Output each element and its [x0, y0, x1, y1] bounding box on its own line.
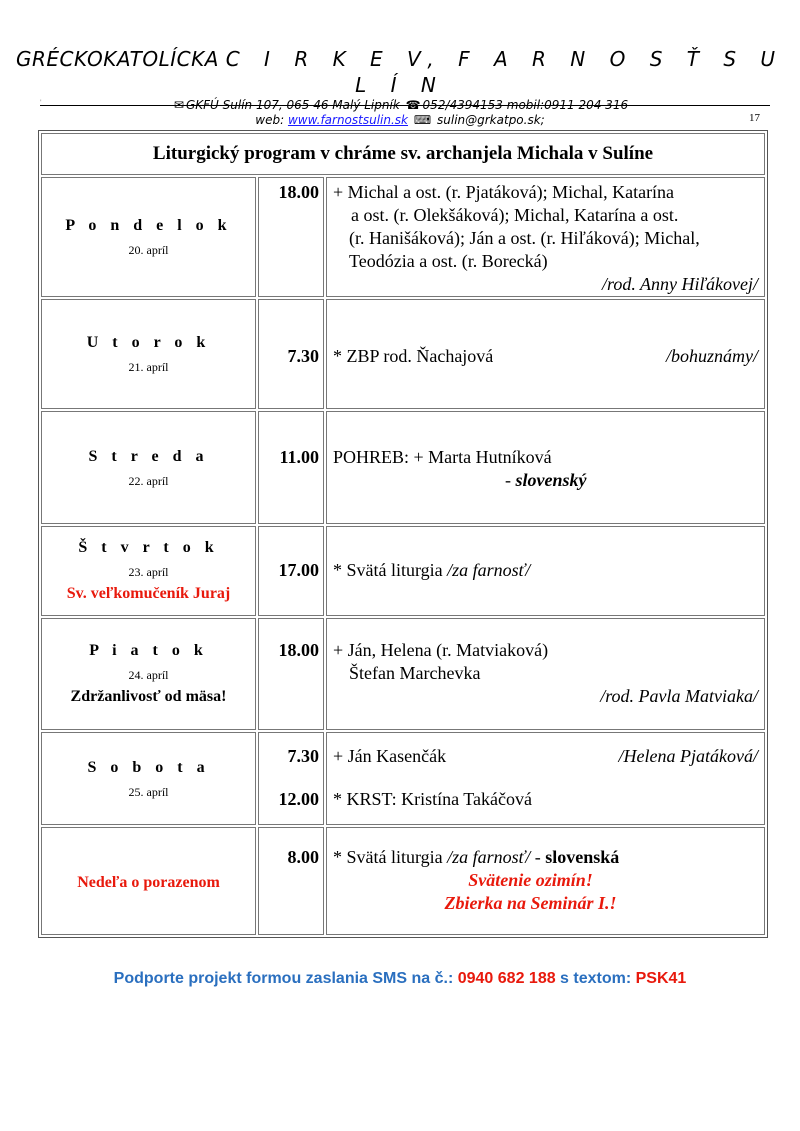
day-name: U t o r o k — [86, 334, 211, 351]
intentions-cell — [326, 526, 765, 616]
day-name: Š t v r t o k — [78, 539, 219, 556]
sms-support-footer — [0, 970, 800, 988]
intentions-cell — [326, 177, 765, 297]
day-name: P i a t o k — [89, 642, 208, 659]
envelope-icon: ✉ — [173, 98, 184, 112]
phone-numbers: 052/4394153 mobil:0911 204 316 — [422, 98, 629, 112]
day-cell — [41, 177, 256, 297]
intention-line: (r. Hanišáková); Ján a ost. (r. Hiľáková); Michal, — [349, 228, 700, 248]
page-number: 17 — [749, 112, 760, 124]
intention-line — [333, 745, 758, 768]
day-date: 25. apríl — [128, 784, 169, 799]
time: 11.00 — [279, 447, 319, 467]
table-row — [41, 299, 765, 409]
intentions-cell — [326, 618, 765, 730]
donor: /bohuznámy/ — [666, 346, 758, 366]
intention-text: * Svätá liturgia — [333, 560, 448, 580]
website-link[interactable]: www.farnostsulin.sk — [287, 113, 409, 127]
intention-text: + Ján Kasenčák — [333, 746, 447, 766]
time: 7.30 — [287, 346, 319, 366]
intention-line: + Michal a ost. (r. Pjatáková); Michal, Katarína — [333, 182, 675, 202]
time-cell: 8.00 — [258, 827, 324, 935]
donor: /Helena Pjatáková/ — [618, 746, 758, 766]
sms-number: 0940 682 188 — [457, 970, 556, 987]
language: slovenský — [515, 470, 587, 490]
parish-title — [0, 46, 800, 98]
intention-line — [333, 559, 758, 582]
intention-line — [333, 846, 758, 869]
day-date: 21. apríl — [128, 360, 169, 374]
spacer — [333, 768, 758, 788]
day-date: 20. apríl — [128, 243, 169, 257]
footer-text-mid: s textom: — [555, 970, 636, 987]
intention-line: Štefan Marchevka — [349, 663, 481, 683]
separator: - — [530, 847, 546, 867]
table-row — [41, 827, 765, 935]
footer-text: Podporte projekt formou zaslania SMS na č.: — [113, 970, 458, 987]
intention-line — [333, 345, 758, 368]
day-cell — [41, 411, 256, 524]
time: 17.00 — [278, 560, 319, 580]
intentions-cell — [326, 827, 765, 935]
day-cell — [41, 299, 256, 409]
email-address: sulin@grkatpo.sk; — [437, 113, 545, 127]
intentions-cell — [326, 732, 765, 825]
sms-code: PSK41 — [635, 970, 687, 987]
schedule-title: Liturgický program v chráme sv. archanjela Michala v Sulíne — [41, 133, 765, 175]
day-name: S t r e d a — [88, 447, 209, 465]
language: slovenská — [545, 847, 620, 867]
day-date: 22. apríl — [128, 473, 169, 488]
day-name: S o b o t a — [87, 758, 210, 776]
day-cell — [41, 827, 256, 935]
language-note — [333, 469, 758, 492]
donor: /rod. Pavla Matviaka/ — [600, 686, 758, 706]
intention: /za farnosť/ — [447, 560, 531, 580]
intention-text: * Svätá liturgia — [333, 847, 448, 867]
intention-text: POHREB: + Marta Hutníková — [333, 447, 552, 467]
table-row — [41, 526, 765, 616]
web-label: web: — [255, 113, 285, 127]
table-row — [41, 411, 765, 524]
time-cell — [258, 299, 324, 409]
note-prefix: - — [505, 470, 516, 490]
title-church-type: GRÉCKOKATOLÍCKA — [15, 47, 219, 71]
time: 12.00 — [278, 789, 319, 809]
phone-icon: ☎ — [405, 98, 421, 112]
day-name: P o n d e l o k — [65, 217, 232, 234]
address: GKFÚ Sulín 107, 065 46 Malý Lipník — [185, 98, 400, 112]
sunday-name: Nedeľa o porazenom — [77, 874, 220, 891]
header-divider — [40, 105, 770, 106]
feast-name: Sv. veľkomučeník Juraj — [66, 585, 231, 602]
spacer — [259, 768, 319, 788]
table-row — [41, 732, 765, 825]
day-cell — [41, 526, 256, 616]
day-cell — [41, 732, 256, 825]
table-title-row — [41, 133, 765, 175]
intention: /za farnosť/ — [447, 847, 531, 867]
announcement: Svätenie ozimín! — [468, 870, 593, 890]
letterhead — [0, 46, 800, 128]
table-row — [41, 177, 765, 297]
intention-line: + Ján, Helena (r. Matviaková) — [333, 640, 549, 660]
intentions-cell — [326, 299, 765, 409]
day-date: 24. apríl — [128, 668, 169, 682]
donor: /rod. Anny Hiľákovej/ — [601, 274, 758, 294]
table-row — [41, 618, 765, 730]
time-cell — [258, 526, 324, 616]
small-mark: ' — [40, 99, 42, 106]
day-cell — [41, 618, 256, 730]
web-line — [0, 113, 800, 128]
intention-text: * KRST: Kristína Takáčová — [333, 789, 532, 809]
fasting-note: Zdržanlivosť od mäsa! — [70, 688, 227, 705]
title-parish-name: C I R K E V, F A R N O S Ť S U L Í N — [225, 47, 785, 97]
day-date: 23. apríl — [128, 565, 169, 579]
intention-line: a ost. (r. Olekšáková); Michal, Katarína a ost. — [351, 205, 679, 225]
announcement: Zbierka na Seminár I.! — [444, 893, 617, 913]
computer-icon: ⌨ — [413, 113, 432, 127]
time-cell: 18.00 — [258, 177, 324, 297]
intentions-cell — [326, 411, 765, 524]
time-cell — [258, 732, 324, 825]
time-cell — [258, 411, 324, 524]
liturgical-schedule-table — [38, 130, 768, 938]
time: 7.30 — [287, 746, 319, 766]
time-cell: 18.00 — [258, 618, 324, 730]
intention-text: * ZBP rod. Ňachajová — [333, 346, 494, 366]
intention-line: Teodózia a ost. (r. Borecká) — [349, 251, 548, 271]
